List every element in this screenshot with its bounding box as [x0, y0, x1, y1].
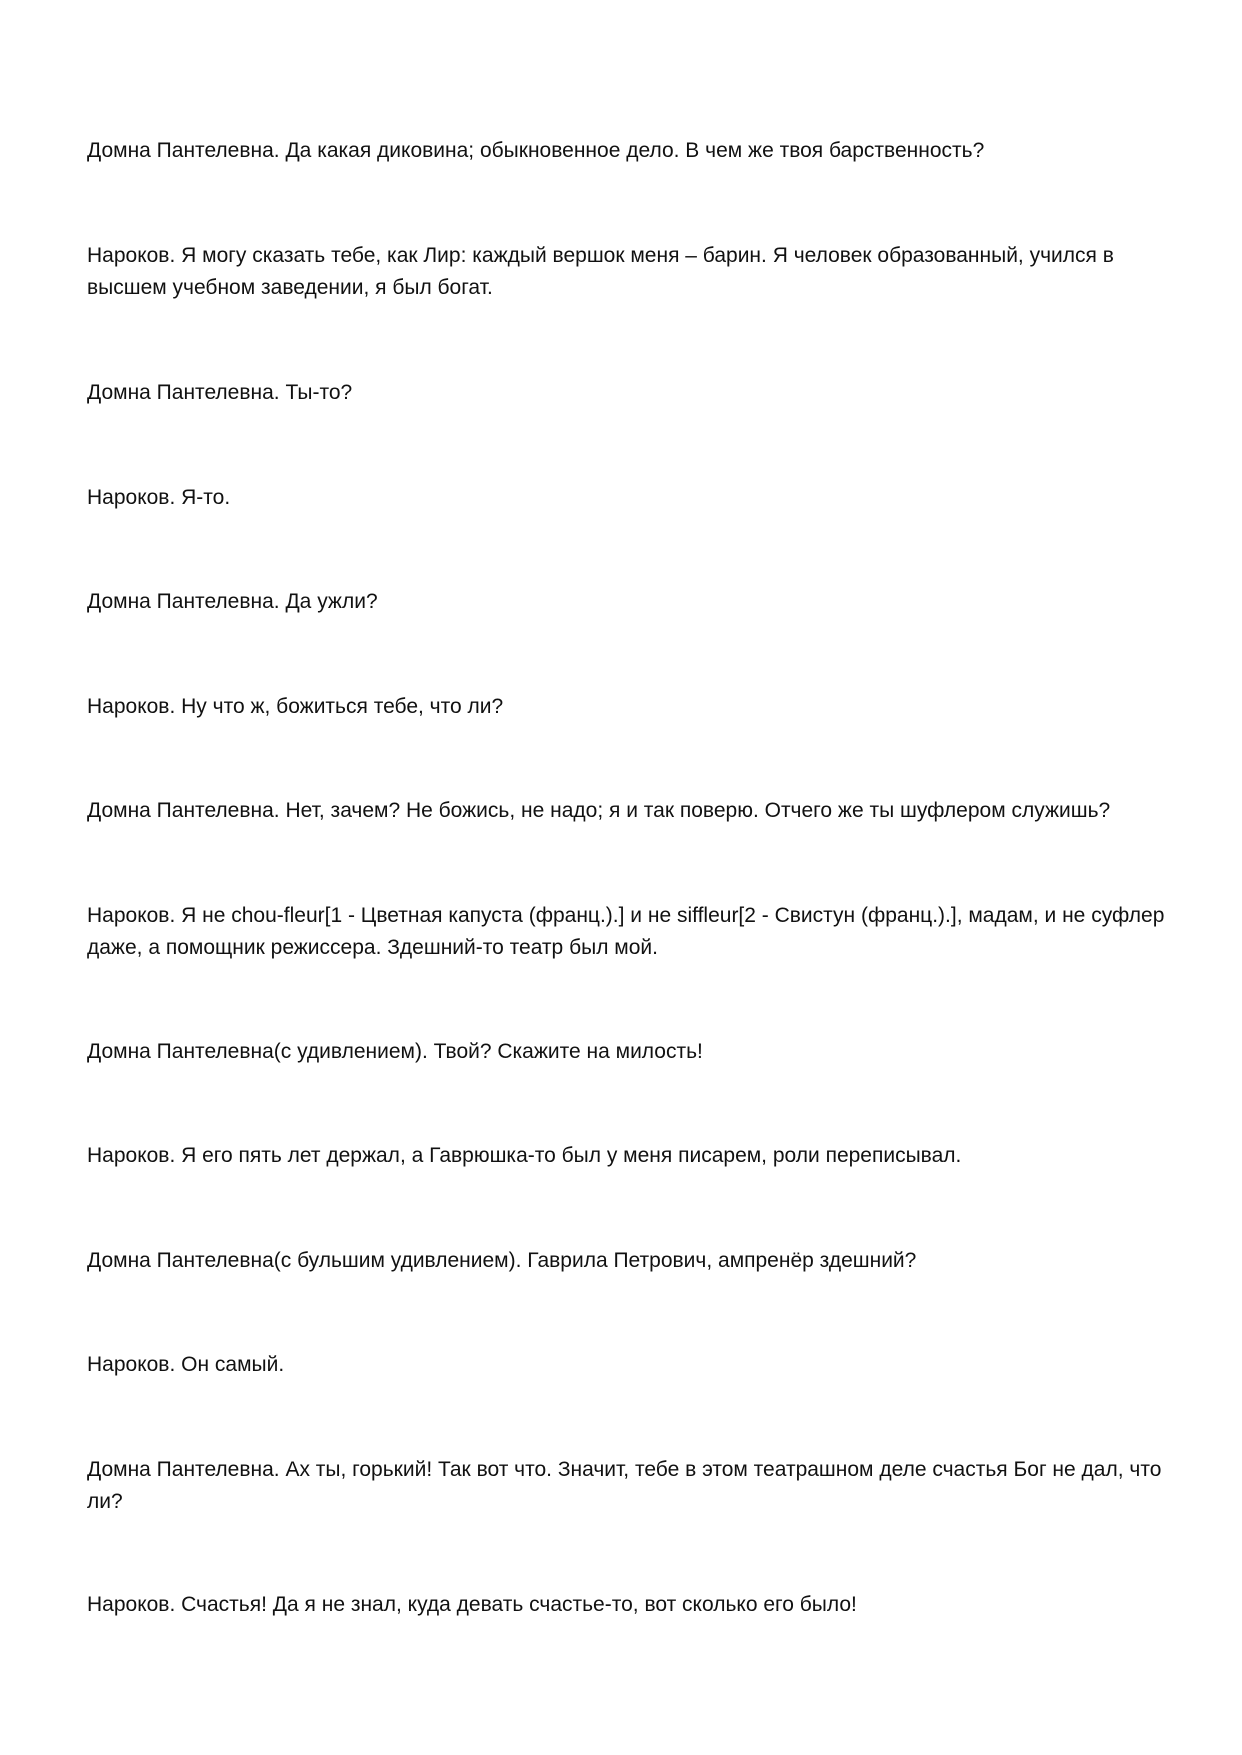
paragraph-13: Домна Пантелевна. Ах ты, горький! Так вот что. Значит, тебе в этом театрашном деле счастья Бог не дал, что ли?: [87, 1458, 1162, 1513]
paragraph-3: Домна Пантелевна. Ты-то?: [87, 381, 353, 404]
paragraph-11: Домна Пантелевна(с бульшим удивлением). Гаврила Петрович, ампренёр здешний?: [87, 1249, 917, 1272]
paragraph-14: Нароков. Счастья! Да я не знал, куда девать счастье-то, вот сколько его было!: [87, 1593, 857, 1616]
paragraph-9: Домна Пантелевна(с удивлением). Твой? Скажите на милость!: [87, 1040, 703, 1063]
paragraph-7: Домна Пантелевна. Нет, зачем? Не божись, не надо; я и так поверю. Отчего же ты шуфлером служишь?: [87, 799, 1111, 822]
paragraph-4: Нароков. Я-то.: [87, 486, 231, 509]
paragraph-12: Нароков. Он самый.: [87, 1353, 285, 1376]
paragraph-8: Нароков. Я не chou-fleur[1 - Цветная капуста (франц.).] и не siffleur[2 - Свистун (франц.).], мадам, и не суфлер даже, а помощник режиссера. Здешний-то театр был мой.: [87, 904, 1165, 959]
paragraph-2: Нароков. Я могу сказать тебе, как Лир: каждый вершок меня – барин. Я человек образованный, учился в высшем учебном заведении, я был богат.: [87, 244, 1114, 299]
paragraph-1: Домна Пантелевна. Да какая диковина; обыкновенное дело. В чем же твоя барственность?: [87, 139, 985, 162]
paragraph-10: Нароков. Я его пять лет держал, а Гаврюшка-то был у меня писарем, роли переписывал.: [87, 1144, 962, 1167]
paragraph-5: Домна Пантелевна. Да ужли?: [87, 590, 378, 613]
paragraph-6: Нароков. Ну что ж, божиться тебе, что ли?: [87, 695, 504, 718]
